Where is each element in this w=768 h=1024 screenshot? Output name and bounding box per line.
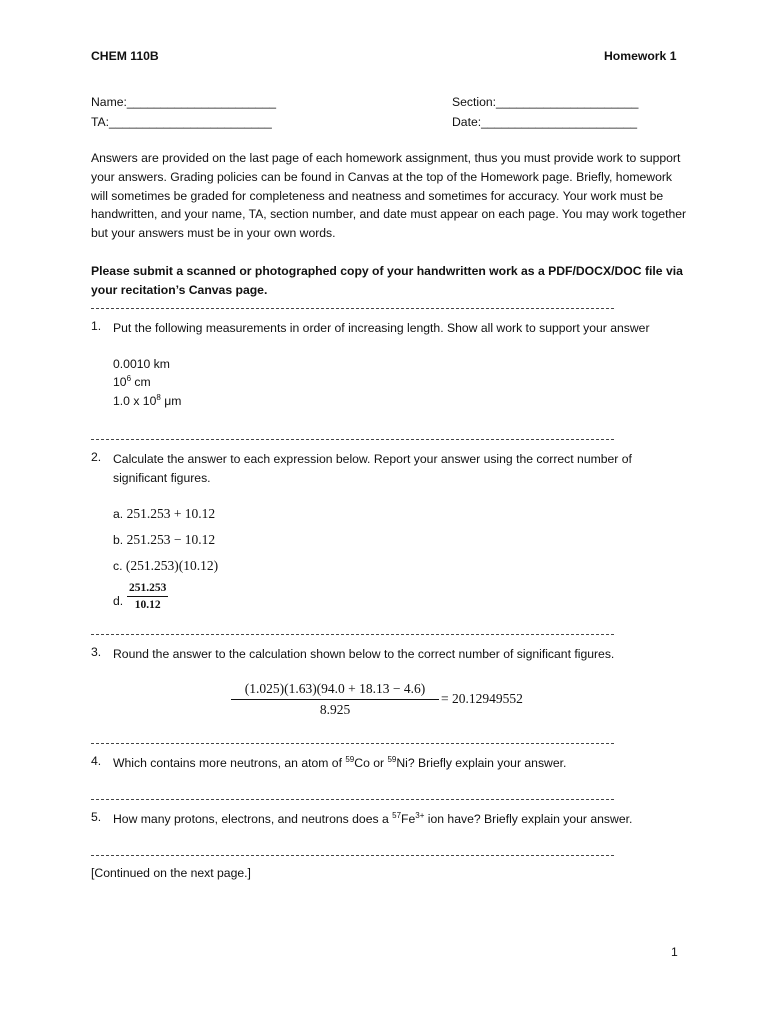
q3-result: = 20.12949552 [441, 691, 523, 706]
q1-measurement-2: $10^6$ cm [113, 373, 151, 389]
q1-measurement-1: 0.0010 km [113, 357, 170, 371]
q3-number: 3. [91, 645, 102, 659]
q1-measurement-3: 1.0 x $10^8$ μm [113, 392, 182, 408]
q2-part-c: c. (251.253)(10.12) [113, 558, 219, 573]
q5-text: How many protons, electrons, and neutrons does a $^{57}Fe^{3+}$ ion have? Briefly explain your answer. [113, 810, 633, 826]
q1-text: Put the following measurements in order of increasing length. Show all work to support your answer [113, 321, 650, 335]
q2-number: 2. [91, 450, 102, 464]
divider [91, 743, 614, 744]
q1-number: 1. [91, 319, 102, 333]
divider [91, 799, 614, 800]
intro-paragraph: Answers are provided on the last page of each homework assignment, thus you must provide work to support your answers. Grading policies can be found in Canvas at the top of the Homework page. Briefly, homework will sometimes be graded for completeness and neatness and sometimes for accuracy. Your work must be handwritten, and your name, TA, section number, and date must appear on each page. You may work together but your answers must be in your own words. [91, 151, 687, 241]
q2-part-d-fraction: 251.253 10.12 [129, 582, 167, 611]
divider [91, 308, 614, 309]
divider [91, 439, 614, 440]
q3-text: Round the answer to the calculation shown below to the correct number of significant figures. [113, 647, 615, 661]
name-field: Name:______________________ [91, 95, 277, 109]
q2-text: Calculate the answer to each expression below. Report your answer using the correct number of significant figures. [113, 452, 632, 485]
continued-note: [Continued on the next page.] [91, 866, 251, 880]
q2-part-a: a. 251.253 + 10.12 [113, 506, 216, 521]
q4-text: Which contains more neutrons, an atom of $^{59}$Co or $^{59}$Ni? Briefly explain your answer. [113, 754, 567, 770]
q2-part-b: b. 251.253 − 10.12 [113, 532, 216, 547]
assignment-title: Homework 1 [604, 49, 677, 63]
page-number: 1 [671, 945, 678, 959]
q3-fraction: (1.025)(1.63)(94.0 + 18.13 − 4.6) 8.925 [231, 681, 439, 718]
divider [91, 634, 614, 635]
divider [91, 855, 614, 856]
q4-number: 4. [91, 754, 102, 768]
q5-number: 5. [91, 810, 102, 824]
section-field: Section:_____________________ [452, 95, 639, 109]
submit-note: Please submit a scanned or photographed copy of your handwritten work as a PDF/DOCX/DOC file via your recitation’s Canvas page. [91, 264, 683, 297]
course-title: CHEM 110B [91, 49, 159, 63]
date-field: Date:_______________________ [452, 115, 638, 129]
q2-part-d-label: d. [113, 594, 124, 608]
ta-field: TA:________________________ [91, 115, 272, 129]
